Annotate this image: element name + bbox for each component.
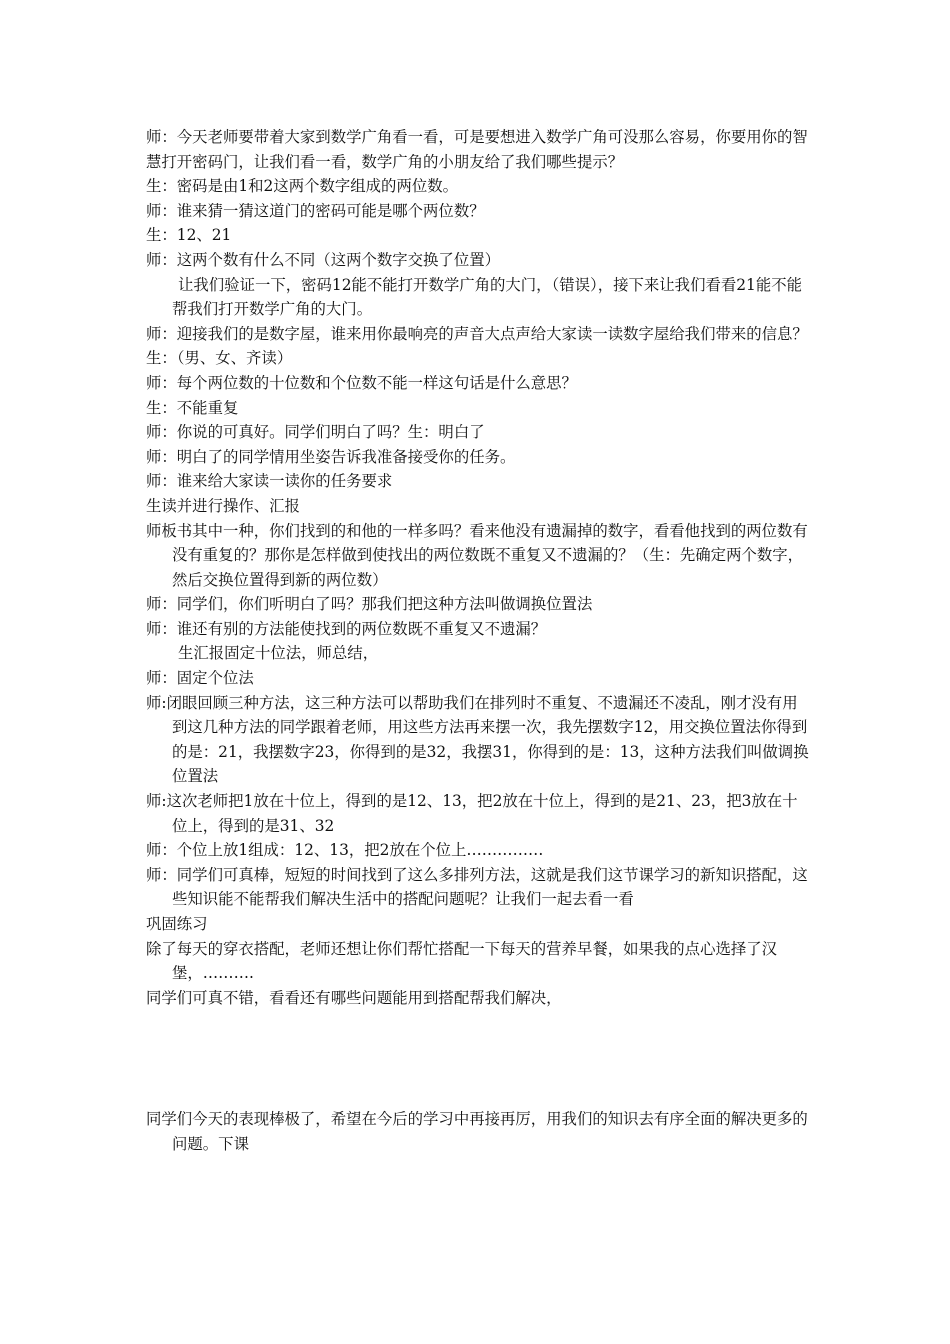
- paragraph: 生读并进行操作、汇报: [146, 496, 300, 515]
- closing-paragraph: 同学们今天的表现棒极了，希望在今后的学习中再接再厉，用我们的知识去有序全面的解决更多的问题。下课: [146, 1110, 808, 1153]
- paragraph: 师:这次老师把1放在十位上，得到的是12、13，把2放在十位上，得到的是21、23，把3放在十位上，得到的是31、32: [146, 792, 798, 835]
- paragraph: 师：固定个位法: [146, 669, 254, 688]
- section-heading: 巩固练习: [146, 915, 208, 933]
- paragraph: 生：密码是由1和2这两个数字组成的两位数。: [146, 177, 459, 196]
- paragraph: 师：个位上放1组成：12、13，把2放在个位上……………: [146, 841, 544, 860]
- paragraph: 师：同学们，你们听明白了吗？那我们把这种方法叫做调换位置法: [146, 595, 593, 614]
- paragraph: 师：今天老师要带着大家到数学广角看一看，可是要想进入数学广角可没那么容易，你要用你的智慧打开密码门，让我们看一看，数学广角的小朋友给了我们哪些提示？: [146, 128, 808, 171]
- paragraph: 师：同学们可真棒，短短的时间找到了这么多排列方法，这就是我们这节课学习的新知识搭配，这些知识能不能帮我们解决生活中的搭配问题呢？让我们一起去看一看: [146, 865, 808, 909]
- paragraph: 生：不能重复: [146, 398, 239, 417]
- paragraph: 师：你说的可真好。同学们明白了吗？生：明白了: [146, 423, 485, 442]
- paragraph: 师:闭眼回顾三种方法，这三种方法可以帮助我们在排列时不重复、不遗漏还不凌乱，刚才没有用到这几种方法的同学跟着老师，用这些方法再来摆一次，我先摆数字12，用交换位置法你得到的是：21，我摆数字23，你得到的是32，我摆31，你得到的是：13，这种方法我们叫做调换位置法: [146, 693, 809, 786]
- paragraph: 生：12、21: [146, 226, 232, 245]
- paragraph: 同学们可真不错，看看还有哪些问题能用到搭配帮我们解决，: [146, 988, 562, 1007]
- paragraph: 师：迎接我们的是数字屋，谁来用你最响亮的声音大点声给大家读一读数字屋给我们带来的信息？: [146, 324, 808, 343]
- blank-space: [146, 1010, 810, 1107]
- paragraph: 师：谁来给大家读一读你的任务要求: [146, 472, 393, 491]
- paragraph: 师板书其中一种，你们找到的和他的一样多吗？看来他没有遗漏掉的数字，看看他找到的两位数有没有重复的？那你是怎样做到使找出的两位数既不重复又不遗漏的？（生：先确定两个数字，然后交换位置得到新的两位数）: [146, 521, 808, 589]
- paragraph: 师：每个两位数的十位数和个位数不能一样这句话是什么意思？: [146, 373, 577, 392]
- document-page: [146, 125, 810, 1157]
- paragraph: 除了每天的穿衣搭配，老师还想让你们帮忙搭配一下每天的营养早餐，如果我的点心选择了汉堡，……….: [146, 939, 778, 983]
- paragraph: 师：谁来猜一猜这道门的密码可能是哪个两位数？: [146, 201, 485, 220]
- paragraph: 让我们验证一下，密码12能不能打开数学广角的大门，（错误），接下来让我们看看21能不能帮我们打开数学广角的大门。: [172, 275, 803, 319]
- paragraph: 师：明白了的同学情用坐姿告诉我准备接受你的任务。: [146, 447, 516, 466]
- paragraph: 生：（男、女、齐读）: [146, 349, 293, 368]
- paragraph: 师：谁还有别的方法能使找到的两位数既不重复又不遗漏？: [146, 619, 547, 638]
- lesson-transcript: [146, 125, 810, 1010]
- paragraph: 师：这两个数有什么不同（这两个数字交换了位置）: [146, 250, 500, 269]
- paragraph: 生汇报固定十位法，师总结，: [178, 644, 379, 663]
